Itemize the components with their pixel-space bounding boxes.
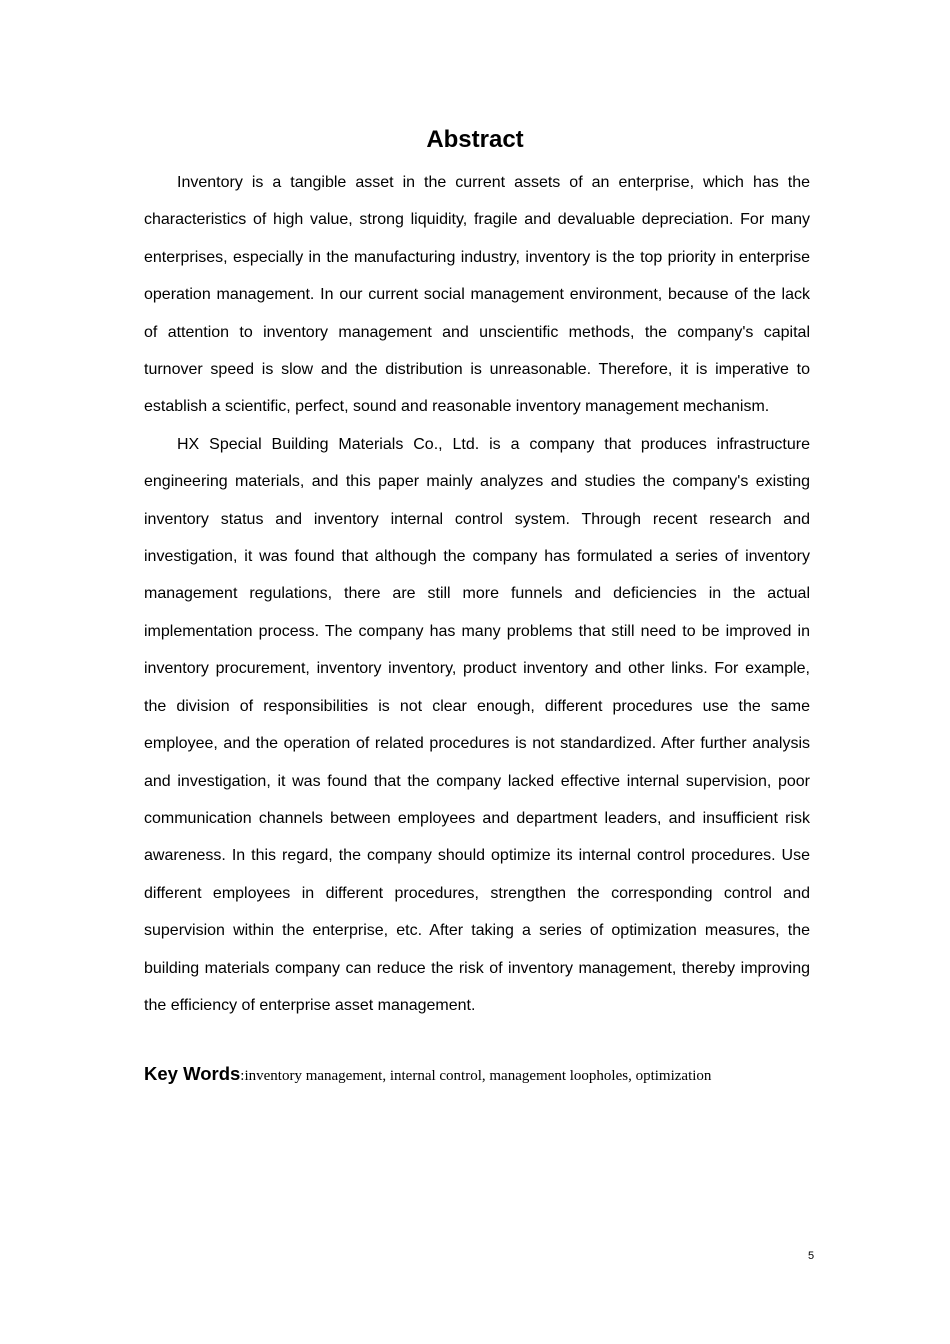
- keywords-list: :inventory management, internal control, management loopholes, optimization: [240, 1068, 712, 1084]
- abstract-body: [144, 164, 810, 1024]
- keywords-label: Key Words: [144, 1063, 241, 1084]
- keywords-line: [144, 1061, 810, 1089]
- abstract-paragraph-1: Inventory is a tangible asset in the current assets of an enterprise, which has the characteristics of high value, strong liquidity, fragile and devaluable depreciation. For many enterprises, especially in the manufacturing industry, inventory is the top priority in enterprise operation management. In our current social management environment, because of the lack of attention to inventory management and unscientific methods, the company's capital turnover speed is slow and the distribution is unreasonable. Therefore, it is imperative to establish a scientific, perfect, sound and reasonable inventory management mechanism.: [144, 174, 810, 416]
- page-number: 5: [808, 1250, 815, 1262]
- abstract-title: Abstract: [426, 126, 524, 153]
- abstract-paragraph-2: HX Special Building Materials Co., Ltd. is a company that produces infrastructure engineering materials, and this paper mainly analyzes and studies the company's existing inventory status and inventory internal control system. Through recent research and investigation, it was found that although the company has formulated a series of inventory management regulations, there are still more funnels and deficiencies in the actual implementation process. The company has many problems that still need to be improved in inventory procurement, inventory inventory, product inventory and other links. For example, the division of responsibilities is not clear enough, different procedures use the same employee, and the operation of related procedures is not standardized. After further analysis and investigation, it was found that the company lacked effective internal supervision, poor communication channels between employees and department leaders, and insufficient risk awareness. In this regard, the company should optimize its internal control procedures. Use different employees in different procedures, strengthen the corresponding control and supervision within the enterprise, etc. After taking a series of optimization measures, the building materials company can reduce the risk of inventory management, thereby improving the efficiency of enterprise asset management.: [144, 435, 810, 1014]
